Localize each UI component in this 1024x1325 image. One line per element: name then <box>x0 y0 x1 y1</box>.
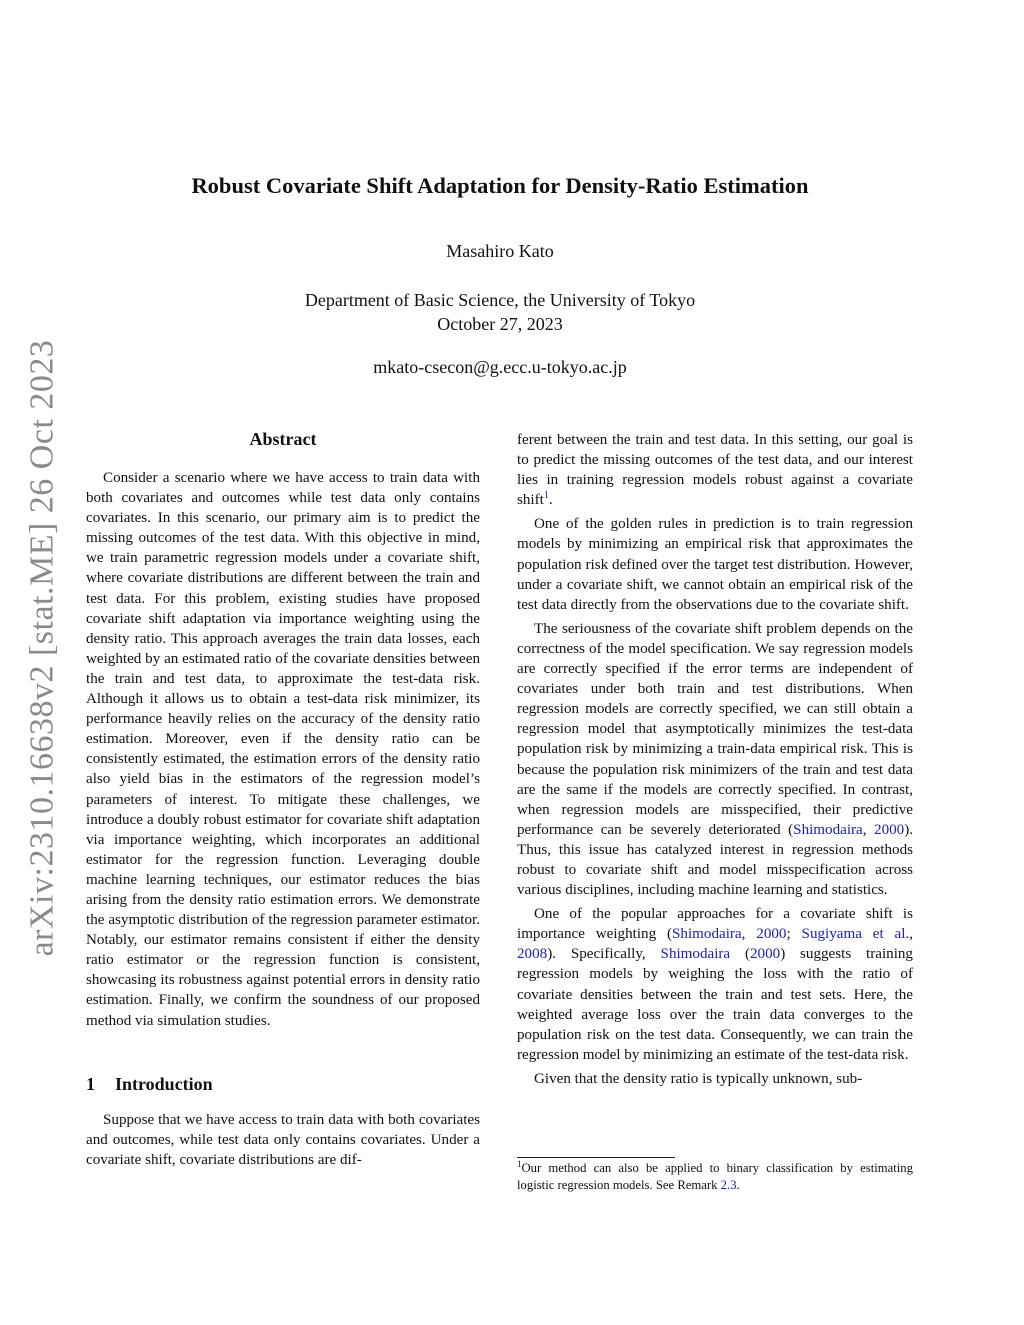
footnote-1 <box>517 1160 913 1194</box>
citation-link-shimodaira-year[interactable]: 2000 <box>874 821 905 838</box>
intro-paragraph-5: Given that the density ratio is typically unknown, sub- <box>534 1070 863 1087</box>
paragraph-text: The seriousness of the covariate shift problem depends on the correctness of the model specification. We say regression models are correctly specified if the error terms are independent of covariates under both train and test distributions. When regression models are correctly specified, we can still obtain a regression model that asymptotically minimizes the test-data population risk by minimizing a train-data empirical risk. This is because the population risk minimizers of the train and test data are the same if the models are correctly specified. In contrast, when regression models are misspecified, their predictive performance can be severely deteriorated ( <box>517 620 913 838</box>
section-title: Introduction <box>115 1073 213 1094</box>
paragraph-text: ferent between the train and test data. In this setting, our goal is to predict the missing outcomes of the test data, and our interest lies in training regression models robust against a covariate shift <box>517 432 913 509</box>
right-column <box>517 430 913 1089</box>
footnote-marker-link[interactable]: 1 <box>543 490 549 502</box>
section-heading-introduction <box>86 1073 480 1095</box>
footnote-divider <box>517 1157 675 1158</box>
intro-paragraph-4 <box>517 904 913 1065</box>
intro-paragraph-1-start: Suppose that we have access to train data with both covariates and outcomes, while test data only contains covariates. Under a covariate shift, covariate distributions are dif- <box>86 1111 480 1168</box>
paragraph-text: ) suggests training regression models by weighing the loss with the ratio of covariate densities between the train and test sets. Here, the weighted average loss over the train data converges to the population risk on the test data. Consequently, we can train the regression model by minimizing an estimate of the test-data risk. <box>517 946 913 1063</box>
citation-link-shimodaira-year[interactable]: 2000 <box>750 946 781 963</box>
citation-link-sugiyama-year[interactable]: 2008 <box>517 946 548 963</box>
author-name: Masahiro Kato <box>446 241 554 261</box>
paragraph-text: ). Thus, this issue has catalyzed interest in regression methods robust to covariate shift and model misspecification across various disciplines, including machine learning and statistics. <box>517 821 914 899</box>
abstract-text: Consider a scenario where we have access to train data with both covariates and outcomes while test data only contains covariates. In this scenario, our primary aim is to predict the missing outcomes of the test data. With this objective in mind, we train parametric regression models under a covariate shift, where covariate distributions are different between the train and test data. For this problem, existing studies have proposed covariate shift adaptation via importance weighting using the density ratio. This approach averages the train data losses, each weighted by an estimated ratio of the covariate densities between the train and test data, to approximate the test-data risk. Although it allows us to obtain a test-data risk minimizer, its performance heavily relies on the accuracy of the density ratio estimation. Moreover, even if the density ratio can be consistently estimated, the estimation errors of the density ratio also yield bias in the estimators of the regression model’s parameters of interest. To mitigate these challenges, we introduce a doubly robust estimator for covariate shift adaptation via importance weighting, which incorporates an additional estimator for the regression function. Leveraging double machine learning techniques, our estimator reduces the bias arising from the density ratio estimation errors. We demonstrate the asymptotic distribution of the regression parameter estimator. Notably, our estimator remains consistent if either the density ratio estimator or the regression function is consistent, showcasing its robustness against potential errors in density ratio estimation. Finally, we confirm the soundness of our proposed method via simulation studies. <box>86 470 480 1029</box>
citation-link-shimodaira-year[interactable]: 2000 <box>756 926 787 943</box>
paper-title: Robust Covariate Shift Adaptation for Density-Ratio Estimation <box>191 173 809 198</box>
citation-separator: , <box>741 926 757 943</box>
affiliation: Department of Basic Science, the University of Tokyo <box>304 290 696 310</box>
citation-separator: ( <box>730 946 750 963</box>
arxiv-stamp <box>14 339 70 957</box>
paragraph-text: . <box>548 492 553 509</box>
intro-paragraph-1-continued <box>517 430 913 510</box>
affiliation-block <box>0 288 1000 336</box>
footnote-number: 1 <box>517 1158 522 1169</box>
remark-reference-link[interactable]: 2.3 <box>720 1178 737 1192</box>
footnote-text: Our method can also be applied to binary classification by estimating logistic regression models. See Remark <box>517 1161 913 1192</box>
footnote-end: . <box>736 1178 740 1192</box>
left-column <box>86 428 480 1170</box>
intro-paragraph-2: One of the golden rules in prediction is to train regression models by minimizing an empirical risk that approximates the population risk defined over the target test distribution. However, under a covariate shift, we cannot obtain an empirical risk of the test data directly from the observations due to the covariate shift. <box>517 516 913 613</box>
paragraph-text: One of the popular approaches for a covariate shift is importance weighting ( <box>517 906 913 943</box>
citation-separator: , <box>862 821 875 838</box>
citation-link-shimodaira-author[interactable]: Shimodaira <box>793 821 863 838</box>
citation-separator: , <box>909 926 913 943</box>
citation-link-sugiyama-author[interactable]: Sugiyama et al. <box>801 926 910 943</box>
citation-link-shimodaira-author[interactable]: Shimodaira <box>672 926 742 943</box>
citation-separator: ; <box>786 926 802 943</box>
abstract-heading: Abstract <box>249 429 317 449</box>
intro-paragraph-3 <box>517 619 913 900</box>
citation-link-shimodaira-author[interactable]: Shimodaira <box>660 946 731 963</box>
section-number: 1 <box>86 1073 95 1094</box>
paragraph-text: ). Specifically, <box>547 946 661 963</box>
author-email: mkato-csecon@g.ecc.u-tokyo.ac.jp <box>373 357 627 377</box>
arxiv-stamp-text: arXiv:2310.16638v2 [stat.ME] 26 Oct 2023 <box>23 339 60 957</box>
paper-date: October 27, 2023 <box>437 314 563 334</box>
